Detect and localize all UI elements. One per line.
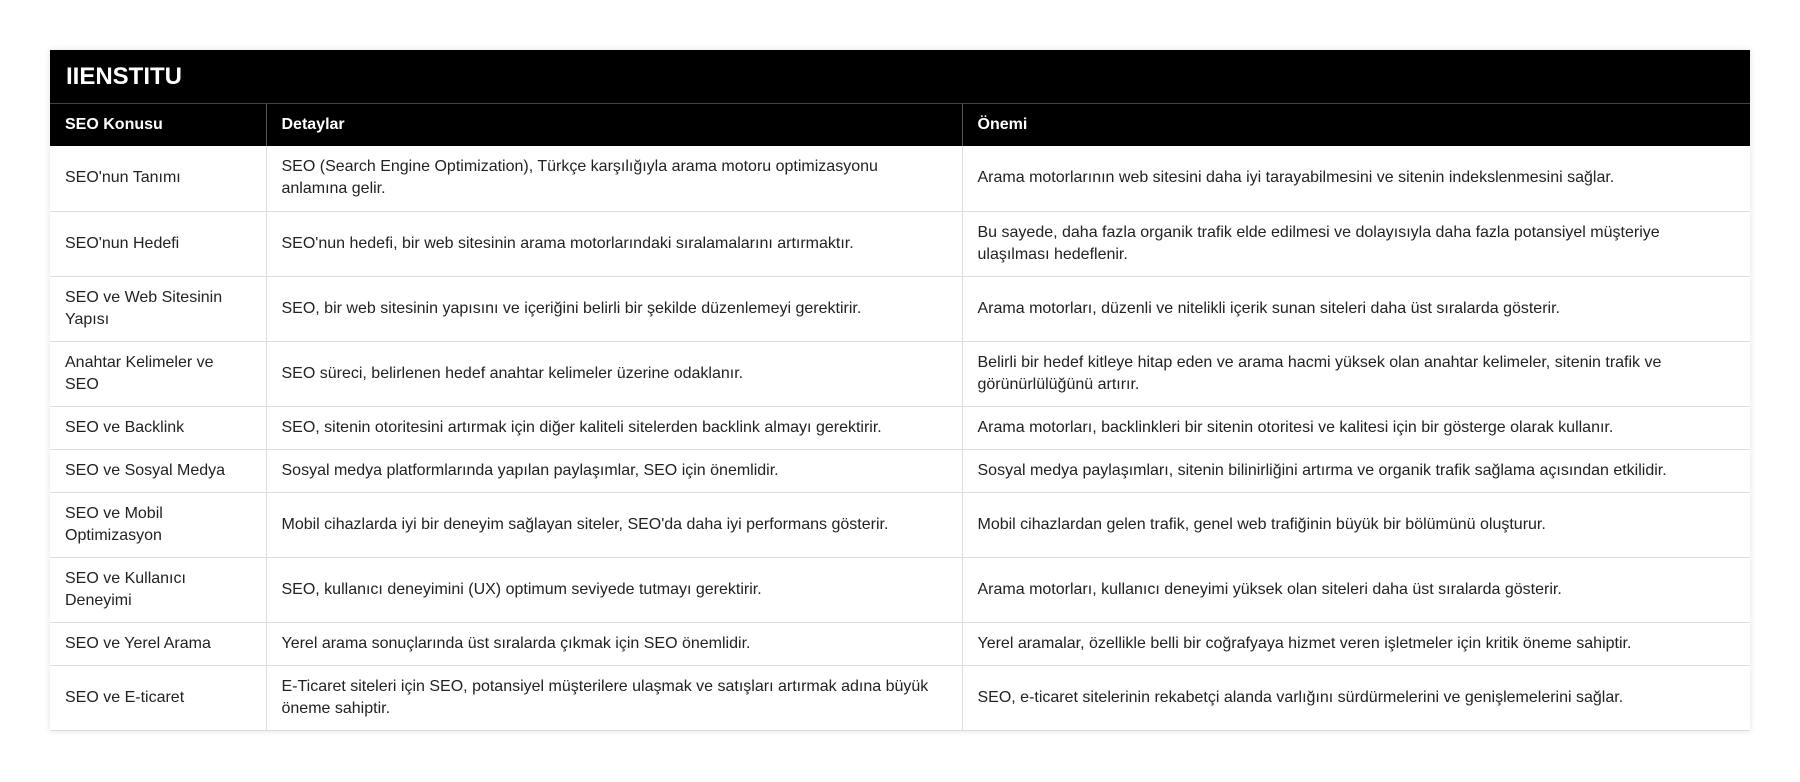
cell-details: SEO, bir web sitesinin yapısını ve içeriğini belirli bir şekilde düzenlemeyi gerektirir. [266, 276, 962, 341]
cell-importance: Arama motorları, düzenli ve nitelikli içerik sunan siteleri daha üst sıralarda gösterir. [962, 276, 1750, 341]
cell-importance: SEO, e-ticaret sitelerinin rekabetçi alanda varlığını sürdürmelerini ve genişlemelerini sağlar. [962, 665, 1750, 730]
table-title: IIENSTITU [50, 50, 1750, 104]
cell-importance: Yerel aramalar, özellikle belli bir coğrafyaya hizmet veren işletmeler için kritik öneme sahiptir. [962, 622, 1750, 665]
cell-details: SEO (Search Engine Optimization), Türkçe karşılığıyla arama motoru optimizasyonu anlamına gelir. [266, 146, 962, 211]
cell-topic: SEO ve Kullanıcı Deneyimi [50, 557, 266, 622]
table-row [50, 557, 1750, 622]
header-seo-konusu: SEO Konusu [50, 104, 266, 146]
table-row [50, 449, 1750, 492]
table-row [50, 492, 1750, 557]
cell-details: Sosyal medya platformlarında yapılan paylaşımlar, SEO için önemlidir. [266, 449, 962, 492]
header-detaylar: Detaylar [266, 104, 962, 146]
cell-details: SEO süreci, belirlenen hedef anahtar kelimeler üzerine odaklanır. [266, 341, 962, 406]
cell-topic: SEO ve Mobil Optimizasyon [50, 492, 266, 557]
cell-details: Yerel arama sonuçlarında üst sıralarda çıkmak için SEO önemlidir. [266, 622, 962, 665]
cell-details: SEO, kullanıcı deneyimini (UX) optimum seviyede tutmayı gerektirir. [266, 557, 962, 622]
cell-topic: SEO'nun Tanımı [50, 146, 266, 211]
cell-topic: SEO ve E-ticaret [50, 665, 266, 730]
cell-details: SEO, sitenin otoritesini artırmak için diğer kaliteli sitelerden backlink almayı gerektirir. [266, 406, 962, 449]
cell-topic: SEO ve Yerel Arama [50, 622, 266, 665]
table-header-row [50, 104, 1750, 146]
seo-table [50, 104, 1750, 731]
cell-topic: Anahtar Kelimeler ve SEO [50, 341, 266, 406]
cell-topic: SEO ve Web Sitesinin Yapısı [50, 276, 266, 341]
cell-topic: SEO ve Backlink [50, 406, 266, 449]
cell-topic: SEO ve Sosyal Medya [50, 449, 266, 492]
seo-table-card [50, 50, 1750, 731]
cell-details: SEO'nun hedefi, bir web sitesinin arama motorlarındaki sıralamalarını artırmaktır. [266, 211, 962, 276]
table-row [50, 211, 1750, 276]
table-row [50, 276, 1750, 341]
cell-importance: Mobil cihazlardan gelen trafik, genel web trafiğinin büyük bir bölümünü oluşturur. [962, 492, 1750, 557]
cell-details: E-Ticaret siteleri için SEO, potansiyel müşterilere ulaşmak ve satışları artırmak adına büyük öneme sahiptir. [266, 665, 962, 730]
table-row [50, 341, 1750, 406]
cell-importance: Arama motorlarının web sitesini daha iyi tarayabilmesini ve sitenin indekslenmesini sağlar. [962, 146, 1750, 211]
cell-importance: Bu sayede, daha fazla organik trafik elde edilmesi ve dolayısıyla daha fazla potansiyel müşteriye ulaşılması hedeflenir. [962, 211, 1750, 276]
table-row [50, 622, 1750, 665]
table-row [50, 406, 1750, 449]
table-row [50, 665, 1750, 730]
cell-importance: Arama motorları, kullanıcı deneyimi yüksek olan siteleri daha üst sıralarda gösterir. [962, 557, 1750, 622]
cell-importance: Belirli bir hedef kitleye hitap eden ve arama hacmi yüksek olan anahtar kelimeler, sitenin trafik ve görünürlülüğünü artırır. [962, 341, 1750, 406]
cell-details: Mobil cihazlarda iyi bir deneyim sağlayan siteler, SEO'da daha iyi performans gösterir. [266, 492, 962, 557]
cell-importance: Sosyal medya paylaşımları, sitenin bilinirliğini artırma ve organik trafik sağlama açısından etkilidir. [962, 449, 1750, 492]
header-onemi: Önemi [962, 104, 1750, 146]
table-row [50, 146, 1750, 211]
cell-topic: SEO'nun Hedefi [50, 211, 266, 276]
cell-importance: Arama motorları, backlinkleri bir sitenin otoritesi ve kalitesi için bir gösterge olarak kullanır. [962, 406, 1750, 449]
